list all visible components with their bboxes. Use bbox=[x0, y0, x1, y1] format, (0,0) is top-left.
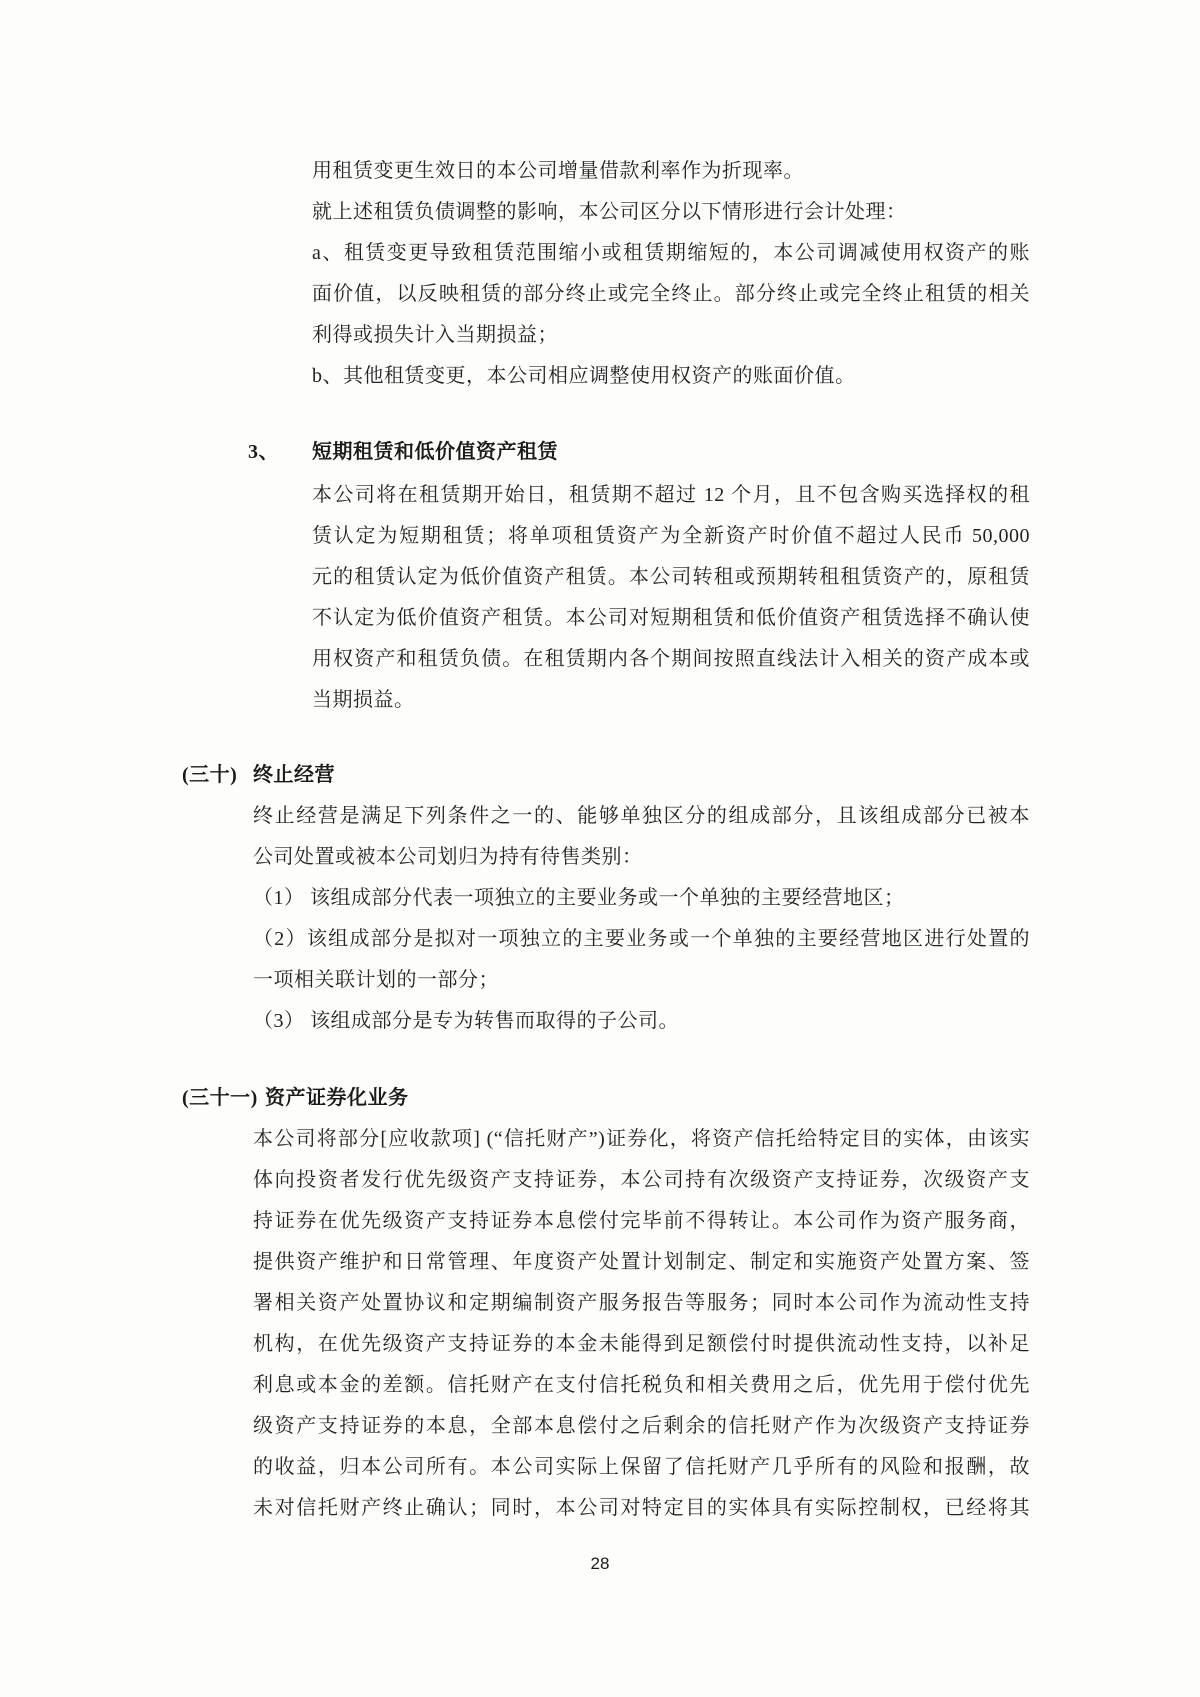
para-discontinued bbox=[253, 796, 1030, 1042]
heading-securitization-title: 资产证券化业务 bbox=[265, 1087, 409, 1109]
para-securitization-line-2: 体向投资者发行优先级资产支持证券，本公司持有次级资产支持证券，次级资产支 bbox=[253, 1169, 1030, 1191]
heading-discontinued-title: 终止经营 bbox=[253, 764, 335, 786]
para-securitization-line-10: 未对信托财产终止确认；同时，本公司对特定目的实体具有实际控制权，已经将其 bbox=[253, 1497, 1030, 1519]
para-securitization-line-8: 级资产支持证券的本息，全部本息偿付之后剩余的信托财产作为次级资产支持证券 bbox=[253, 1415, 1030, 1437]
heading-securitization bbox=[182, 1078, 1030, 1119]
para-intro-line-2: 就上述租赁负债调整的影响，本公司区分以下情形进行会计处理： bbox=[312, 201, 907, 223]
para-discontinued-line-3: （1） 该组成部分代表一项独立的主要业务或一个单独的主要经营地区； bbox=[253, 887, 905, 909]
heading-short-lease-title: 短期租赁和低价值资产租赁 bbox=[312, 441, 558, 463]
para-securitization-line-1: 本公司将部分[应收款项] (“信托财产”)证券化，将资产信托给特定目的实体，由该实 bbox=[253, 1128, 1030, 1150]
para-short-lease-line-2: 赁认定为短期租赁；将单项租赁资产为全新资产时价值不超过人民币 50,000 bbox=[312, 525, 1030, 547]
para-short-lease-line-3: 元的租赁认定为低价值资产租赁。本公司转租或预期转租租赁资产的，原租赁 bbox=[312, 566, 1030, 588]
para-securitization-line-6: 机构，在优先级资产支持证券的本金未能得到足额偿付时提供流动性支持，以补足 bbox=[253, 1333, 1030, 1355]
para-discontinued-line-2: 公司处置或被本公司划归为持有待售类别： bbox=[253, 846, 643, 868]
para-securitization-line-4: 提供资产维护和日常管理、年度资产处置计划制定、制定和实施资产处置方案、签 bbox=[253, 1251, 1030, 1273]
para-short-lease-line-5: 用权资产和租赁负债。在租赁期内各个期间按照直线法计入相关的资产成本或 bbox=[312, 648, 1030, 670]
heading-discontinued-label: (三十) bbox=[182, 764, 238, 786]
para-short-lease-line-6: 当期损益。 bbox=[312, 689, 415, 711]
heading-securitization-label: (三十一) bbox=[182, 1087, 258, 1109]
para-securitization-line-5: 署相关资产处置协议和定期编制资产服务报告等服务；同时本公司作为流动性支持 bbox=[253, 1292, 1030, 1314]
page-number: 28 bbox=[590, 1554, 610, 1573]
para-discontinued-line-6: （3） 该组成部分是专为转售而取得的子公司。 bbox=[253, 1010, 679, 1032]
para-securitization-line-9: 的收益，归本公司所有。本公司实际上保留了信托财产几乎所有的风险和报酬，故 bbox=[253, 1456, 1030, 1478]
para-discontinued-line-1: 终止经营是满足下列条件之一的、能够单独区分的组成部分，且该组成部分已被本 bbox=[253, 805, 1030, 827]
para-short-lease-line-4: 不认定为低价值资产租赁。本公司对短期租赁和低价值资产租赁选择不确认使 bbox=[312, 607, 1030, 629]
para-securitization bbox=[253, 1119, 1030, 1529]
para-securitization-line-3: 持证券在优先级资产支持证券本息偿付完毕前不得转让。本公司作为资产服务商， bbox=[253, 1210, 1030, 1232]
para-securitization-line-7: 利息或本金的差额。信托财产在支付信托税负和相关费用之后，优先用于偿付优先 bbox=[253, 1374, 1030, 1396]
heading-short-lease bbox=[248, 432, 1030, 473]
para-intro-line-4: 面价值，以反映租赁的部分终止或完全终止。部分终止或完全终止租赁的相关 bbox=[312, 283, 1030, 305]
para-short-lease-line-1: 本公司将在租赁期开始日，租赁期不超过 12 个月，且不包含购买选择权的租 bbox=[312, 484, 1030, 506]
para-discontinued-line-5: 一项相关联计划的一部分； bbox=[253, 969, 499, 991]
para-intro bbox=[312, 151, 1030, 397]
para-short-lease bbox=[312, 475, 1030, 721]
para-intro-line-5: 利得或损失计入当期损益； bbox=[312, 324, 558, 346]
para-intro-line-3: a、租赁变更导致租赁范围缩小或租赁期缩短的，本公司调减使用权资产的账 bbox=[312, 242, 1030, 264]
para-discontinued-line-4: （2）该组成部分是拟对一项独立的主要业务或一个单独的主要经营地区进行处置的 bbox=[253, 928, 1030, 950]
heading-short-lease-label: 3、 bbox=[248, 441, 279, 463]
para-intro-line-1: 用租赁变更生效日的本公司增量借款利率作为折现率。 bbox=[312, 160, 804, 182]
heading-discontinued bbox=[182, 755, 1030, 796]
para-intro-line-6: b、其他租赁变更，本公司相应调整使用权资产的账面价值。 bbox=[312, 365, 856, 387]
